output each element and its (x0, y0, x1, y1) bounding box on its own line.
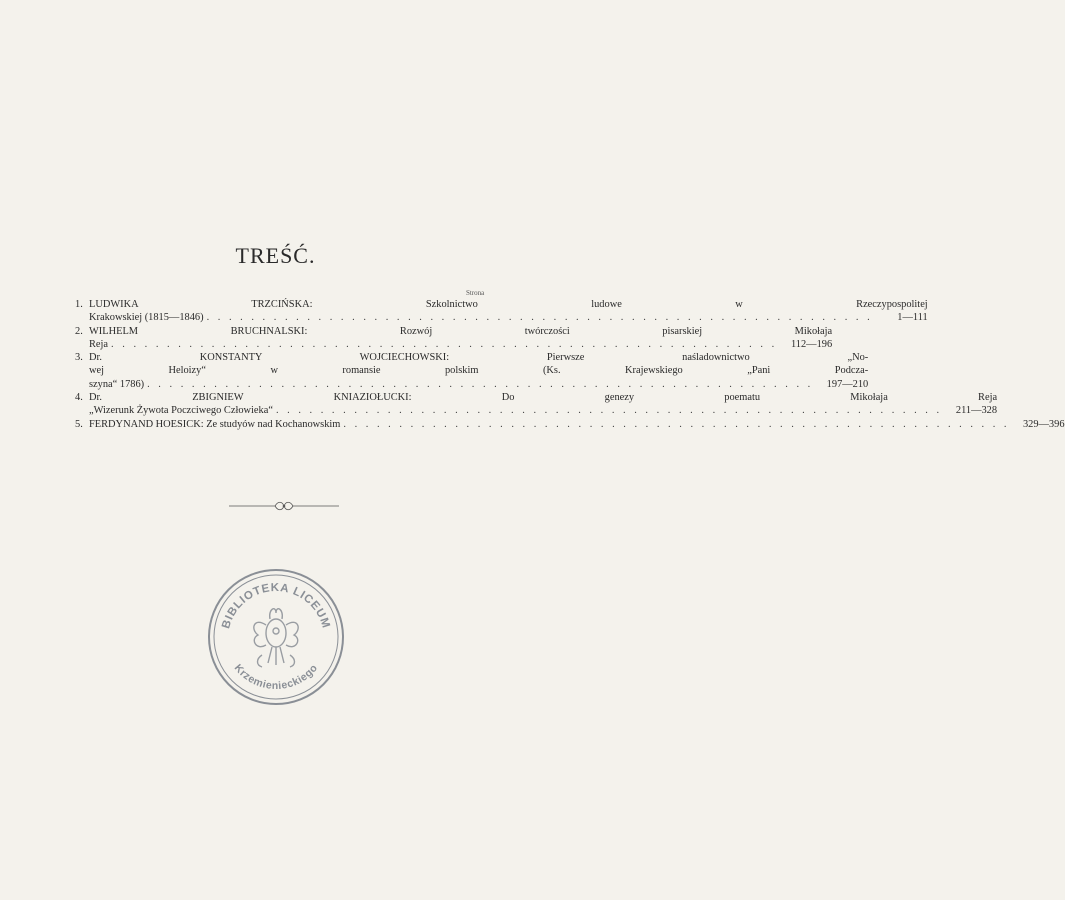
toc-entry (75, 391, 998, 418)
toc-entry-line: Dr. KONSTANTY WOJCIECHOWSKI: Pierwsze naśladownictwo „No- (89, 352, 869, 364)
toc-entry-line: LUDWIKA TRZCIŃSKA: Szkolnictwo ludowe w Rzeczypospolitej (89, 299, 928, 310)
toc-entry (75, 351, 869, 391)
toc-entry-line: Dr. ZBIGNIEW KNIAZIOŁUCKI: Do genezy poematu Mikołaja Reja (89, 392, 998, 404)
toc-entry-title-end: Krakowskiej (1815—1846) (89, 312, 204, 324)
svg-text:Krzemienieckiego (232, 662, 321, 692)
toc-entry-number: 5. (75, 418, 83, 430)
toc-entry (75, 418, 1065, 431)
toc-entry-number: 3. (75, 352, 83, 364)
toc-entry (75, 325, 833, 352)
toc-entry-line: wej Heloizy“ w romansie polskim (Ks. Krajewskiego „Pani Podcza- (89, 365, 869, 377)
stamp-top-text: BIBLIOTEKA LICEUM (220, 581, 332, 631)
toc-entry-pages: 197—210 (826, 378, 869, 390)
toc-entry-title-end: „Wizerunk Żywota Poczciwego Człowieka“ (89, 405, 273, 417)
toc-entry-pages: 1—111 (897, 312, 928, 324)
dot-leader: . . . . . . . . . . . . . . . . . . . . . . . . . . . . . . . . . . . . . . . . . . . . . . . . . . . . . . . . . . . . (206, 312, 873, 324)
ornament-divider-icon (229, 500, 339, 512)
toc-entry-number: 2. (75, 325, 83, 337)
toc-entry-title-end: Reja (89, 338, 109, 350)
toc-entry-line: WILHELM BRUCHNALSKI: Rozwój twórczości pisarskiej Mikołaja (89, 325, 833, 337)
toc-entry-number: 4. (75, 392, 83, 404)
toc-entry (75, 298, 928, 325)
toc-entry-title-end: FERDYNAND HOESICK: Ze studyów nad Kochanowskim (89, 418, 341, 430)
stamp-bottom-text: Krzemienieckiego (231, 661, 321, 693)
library-stamp-icon (206, 567, 346, 707)
toc-entry-number: 1. (75, 299, 83, 310)
table-of-contents (75, 298, 1065, 431)
page-column-header: Strona (466, 289, 485, 297)
toc-entry-title-end: szyna“ 1786) (89, 378, 145, 390)
dot-leader: . . . . . . . . . . . . . . . . . . . . . . . . . . . . . . . . . . . . . . . . . . . . . . . . . . . . . . . . . . . . (147, 378, 814, 390)
toc-entry-pages: 329—396 (1022, 418, 1065, 430)
toc-entry-pages: 211—328 (955, 405, 998, 417)
dot-leader: . . . . . . . . . . . . . . . . . . . . . . . . . . . . . . . . . . . . . . . . . . . . . . . . . . . . . . . . . . . . (111, 338, 778, 350)
dot-leader: . . . . . . . . . . . . . . . . . . . . . . . . . . . . . . . . . . . . . . . . . . . . . . . . . . . . . . . . . . . . (343, 418, 1010, 430)
page-title: TREŚĆ. (235, 243, 316, 268)
dot-leader: . . . . . . . . . . . . . . . . . . . . . . . . . . . . . . . . . . . . . . . . . . . . . . . . . . . . . . . . . . . . (275, 405, 943, 417)
toc-entry-pages: 112—196 (790, 338, 833, 350)
